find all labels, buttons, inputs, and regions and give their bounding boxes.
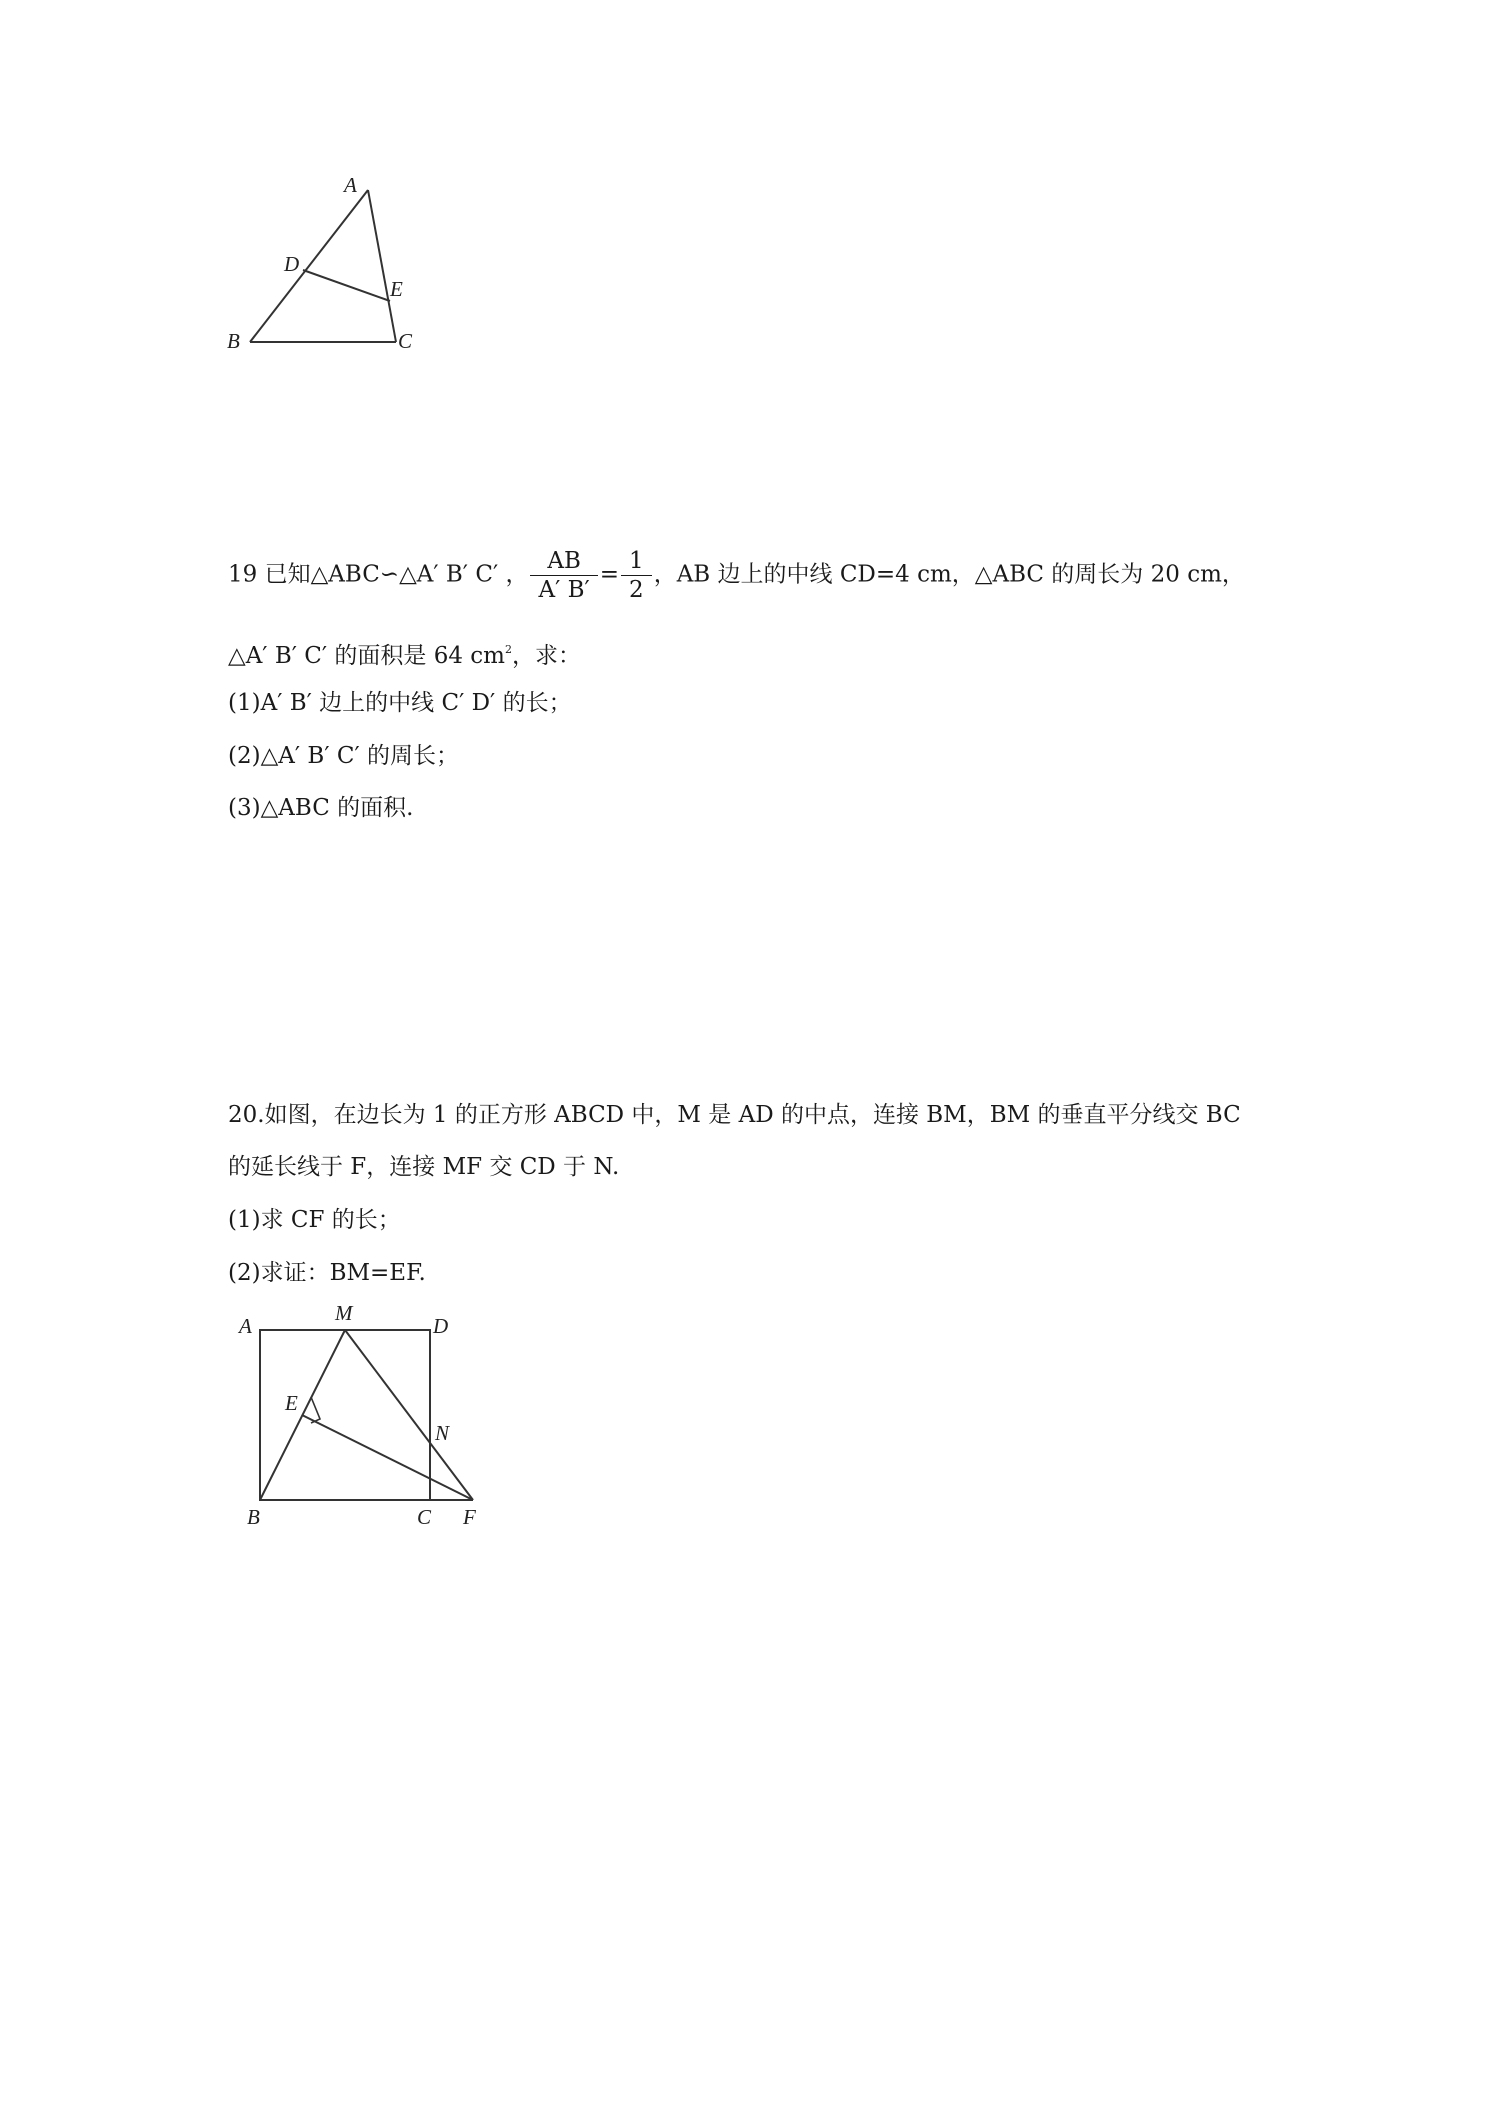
q20-item2: (2)求证：BM=EF. bbox=[228, 1260, 426, 1286]
fraction-one-half bbox=[621, 547, 652, 604]
label-m: M bbox=[335, 1301, 353, 1325]
superscript-2: 2 bbox=[504, 643, 512, 656]
q19-prefix: 19 已知△ABC∽△A′ B′ C′ ， bbox=[228, 561, 529, 588]
q19-line2-text: △A′ B′ C′ 的面积是 64 cm bbox=[228, 643, 505, 669]
segment-de bbox=[303, 270, 390, 301]
side-ab bbox=[250, 190, 368, 342]
q19-item1: (1)A′ B′ 边上的中线 C′ D′ 的长； bbox=[228, 690, 572, 716]
q19-line2 bbox=[228, 635, 581, 671]
label-b: B bbox=[247, 1505, 260, 1529]
label-b: B bbox=[227, 329, 240, 353]
triangle-figure bbox=[220, 170, 440, 360]
label-d: D bbox=[284, 252, 300, 276]
q19-item3: (3)△ABC 的面积. bbox=[228, 795, 414, 821]
label-a: A bbox=[344, 173, 357, 197]
label-a: A bbox=[239, 1314, 252, 1338]
label-n: N bbox=[435, 1421, 450, 1445]
q19-line1 bbox=[228, 547, 1245, 604]
fraction-ab-over-apbp bbox=[530, 547, 597, 604]
side-ac bbox=[368, 190, 396, 342]
fraction-numerator: AB bbox=[530, 547, 597, 576]
q20-item1: (1)求 CF 的长； bbox=[228, 1207, 401, 1233]
label-c: C bbox=[398, 329, 413, 353]
equals-sign: = bbox=[599, 561, 620, 588]
segment-mf bbox=[345, 1330, 473, 1500]
q19-item2: (2)△A′ B′ C′ 的周长； bbox=[228, 743, 459, 769]
fraction-denominator: A′ B′ bbox=[538, 577, 590, 603]
label-e: E bbox=[285, 1391, 298, 1415]
q19-suffix: ，AB 边上的中线 CD=4 cm，△ABC 的周长为 20 cm， bbox=[653, 561, 1245, 588]
label-e: E bbox=[390, 277, 403, 301]
q19-line2-end: ，求： bbox=[511, 643, 581, 669]
fraction-denominator: 2 bbox=[629, 577, 644, 603]
square-abcd bbox=[260, 1330, 430, 1500]
q20-line2: 的延长线于 F，连接 MF 交 CD 于 N. bbox=[228, 1154, 620, 1180]
label-c: C bbox=[417, 1505, 432, 1529]
label-f: F bbox=[463, 1505, 476, 1529]
label-d: D bbox=[433, 1314, 449, 1338]
fraction-numerator: 1 bbox=[621, 547, 652, 576]
square-figure bbox=[225, 1290, 495, 1530]
q20-line1: 20.如图，在边长为 1 的正方形 ABCD 中，M 是 AD 的中点，连接 BM，BM 的垂直平分线交 BC bbox=[228, 1102, 1241, 1128]
